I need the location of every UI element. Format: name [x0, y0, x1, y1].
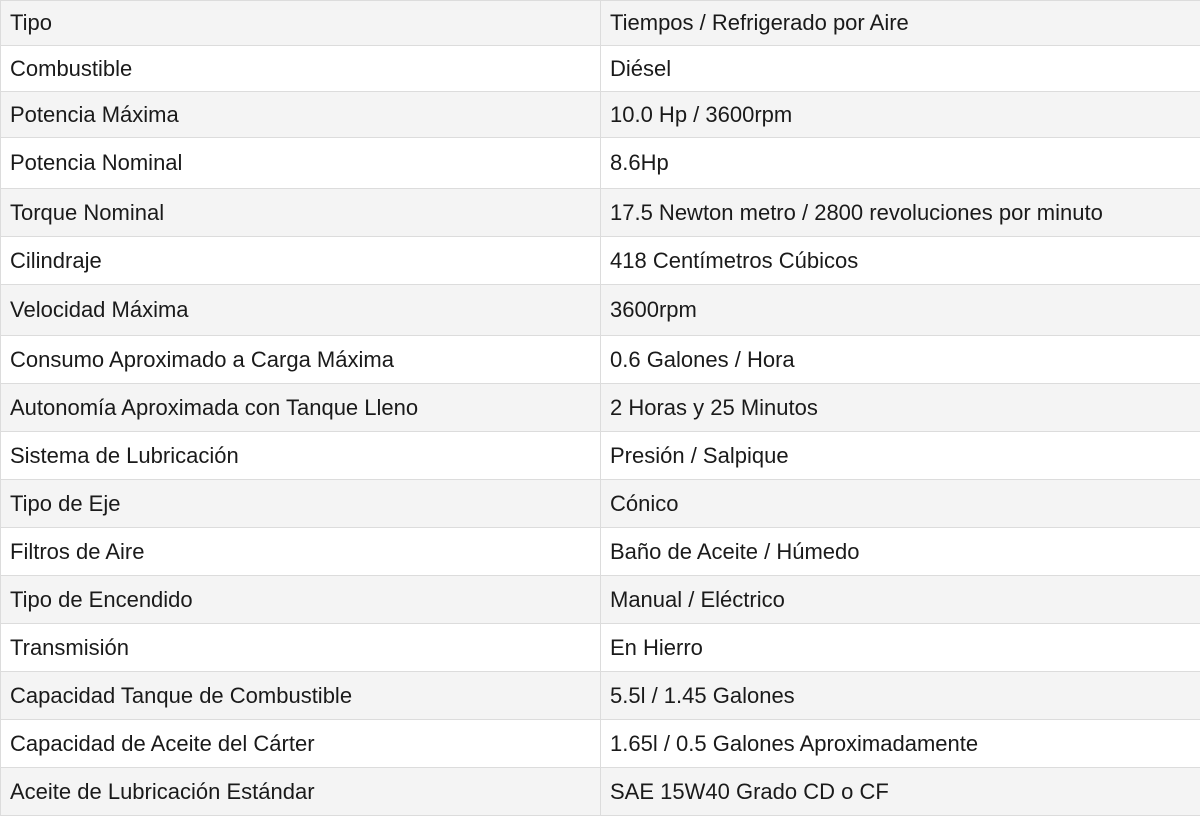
- spec-label: Capacidad Tanque de Combustible: [1, 672, 601, 720]
- spec-label: Potencia Máxima: [1, 92, 601, 138]
- spec-value: 2 Horas y 25 Minutos: [601, 384, 1200, 432]
- spec-label: Tipo de Encendido: [1, 576, 601, 624]
- table-row: [1, 336, 1200, 384]
- table-row: [1, 432, 1200, 480]
- spec-label: Torque Nominal: [1, 189, 601, 237]
- spec-label: Autonomía Aproximada con Tanque Lleno: [1, 384, 601, 432]
- spec-value: 3600rpm: [601, 285, 1200, 336]
- spec-label: Tipo de Eje: [1, 480, 601, 528]
- spec-label: Combustible: [1, 46, 601, 92]
- spec-value: 10.0 Hp / 3600rpm: [601, 92, 1200, 138]
- spec-value: Baño de Aceite / Húmedo: [601, 528, 1200, 576]
- spec-value: 0.6 Galones / Hora: [601, 336, 1200, 384]
- table-row: [1, 138, 1200, 189]
- table-row: [1, 285, 1200, 336]
- spec-value: Tiempos / Refrigerado por Aire: [601, 1, 1200, 46]
- table-row: [1, 528, 1200, 576]
- spec-label: Potencia Nominal: [1, 138, 601, 189]
- spec-label: Transmisión: [1, 624, 601, 672]
- table-row: [1, 384, 1200, 432]
- table-row: [1, 480, 1200, 528]
- table-row: [1, 46, 1200, 92]
- spec-value: Manual / Eléctrico: [601, 576, 1200, 624]
- spec-value: 5.5l / 1.45 Galones: [601, 672, 1200, 720]
- table-row: [1, 189, 1200, 237]
- spec-label: Sistema de Lubricación: [1, 432, 601, 480]
- spec-value: 17.5 Newton metro / 2800 revoluciones por minuto: [601, 189, 1200, 237]
- spec-value: Cónico: [601, 480, 1200, 528]
- table-row: [1, 672, 1200, 720]
- spec-value: 1.65l / 0.5 Galones Aproximadamente: [601, 720, 1200, 768]
- spec-value: En Hierro: [601, 624, 1200, 672]
- table-row: [1, 237, 1200, 285]
- spec-value: Diésel: [601, 46, 1200, 92]
- spec-label: Cilindraje: [1, 237, 601, 285]
- table-row: [1, 624, 1200, 672]
- spec-label: Tipo: [1, 1, 601, 46]
- spec-label: Capacidad de Aceite del Cárter: [1, 720, 601, 768]
- spec-value: Presión / Salpique: [601, 432, 1200, 480]
- spec-value: SAE 15W40 Grado CD o CF: [601, 768, 1200, 816]
- spec-value: 8.6Hp: [601, 138, 1200, 189]
- table-row: [1, 720, 1200, 768]
- spec-label: Velocidad Máxima: [1, 285, 601, 336]
- spec-label: Filtros de Aire: [1, 528, 601, 576]
- spec-value: 418 Centímetros Cúbicos: [601, 237, 1200, 285]
- table-row: [1, 92, 1200, 138]
- table-row: [1, 768, 1200, 816]
- table-row: [1, 1, 1200, 46]
- table-row: [1, 576, 1200, 624]
- spec-label: Consumo Aproximado a Carga Máxima: [1, 336, 601, 384]
- spec-label: Aceite de Lubricación Estándar: [1, 768, 601, 816]
